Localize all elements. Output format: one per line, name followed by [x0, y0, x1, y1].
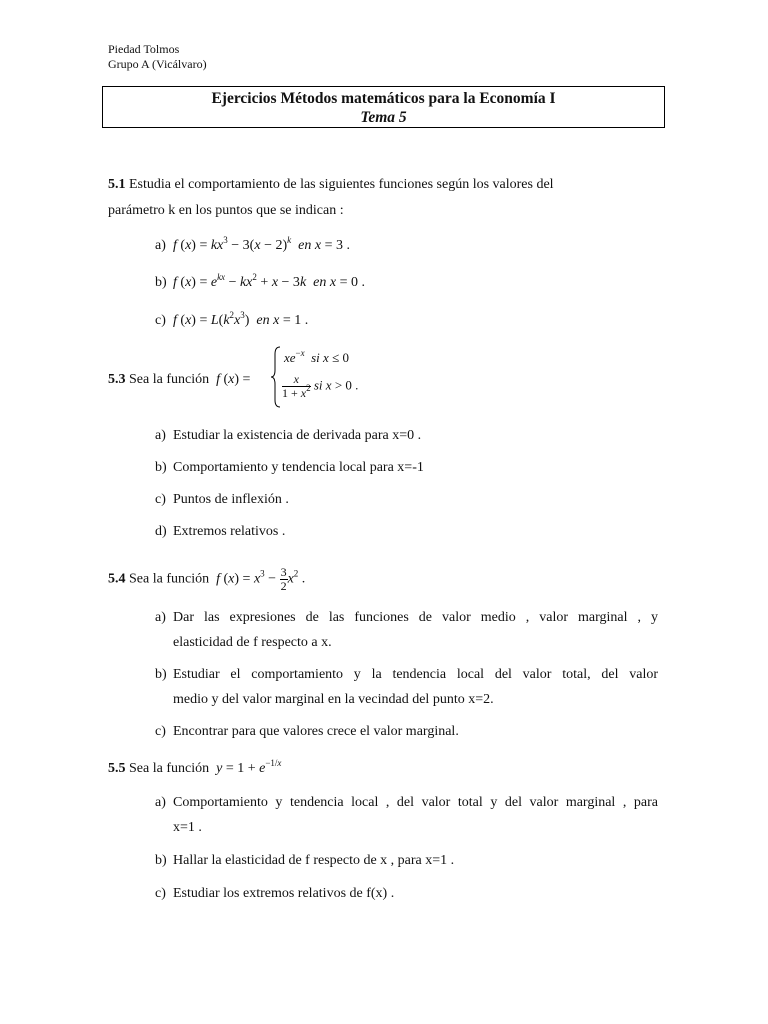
exercise-number: 5.1 — [108, 177, 126, 192]
group-name: Grupo A (Vicálvaro) — [108, 57, 207, 71]
document-title: Ejercicios Métodos matemáticos para la Economía I — [211, 90, 556, 107]
piecewise-case-1: $xe^{-x}$ si x ≤ 0 — [284, 348, 349, 365]
formula: f $(x) = e^{kx} - kx^2 + x - 3k$ en x = 0 . — [173, 272, 365, 290]
exercise-5-4-b: b) Estudiar el comportamiento y la tendencia local del valor total, del valor medio y del valor marginal en la vecindad del punto x=2. — [155, 667, 658, 707]
exercise-5-4-intro: 5.4 Sea la función f $(x) = x^3$ − $\frac{3}{2}$ $x^2$ . — [108, 565, 306, 593]
exercise-5-4-a: a) Dar las expresiones de las funciones de valor medio , valor marginal , y elasticidad de f respecto a x. — [155, 610, 658, 650]
author-name: Piedad Tolmos — [108, 42, 180, 56]
exercise-5-5-a: a) Comportamiento y tendencia local , del valor total y del valor marginal , para x=1 . — [155, 795, 658, 835]
formula: f $(x) = L(k^2x^3)$ en x = 1 . — [173, 310, 309, 328]
exercise-5-3-intro: 5.3 Sea la función f (x) = — [108, 372, 251, 387]
page-header — [108, 42, 207, 72]
exercise-5-5-intro: 5.5 Sea la función $y = 1 + e^{-1/x}$ — [108, 758, 282, 776]
exercise-text: Estudia el comportamiento de las siguientes funciones según los valores del — [129, 177, 554, 192]
document-subtitle: Tema 5 — [360, 109, 407, 126]
piecewise-brace — [270, 346, 282, 408]
formula: f $(x) = kx^3 - 3(x - 2)^k$ en x = 3 . — [173, 235, 350, 253]
exercise-5-1-intro-line2: parámetro k en los puntos que se indican : — [108, 203, 344, 218]
piecewise-case-2: $\frac{x}{1 + x^2}$ si x > 0 . — [282, 372, 359, 400]
title-box — [102, 86, 665, 128]
exercise-5-1-intro — [108, 176, 658, 194]
